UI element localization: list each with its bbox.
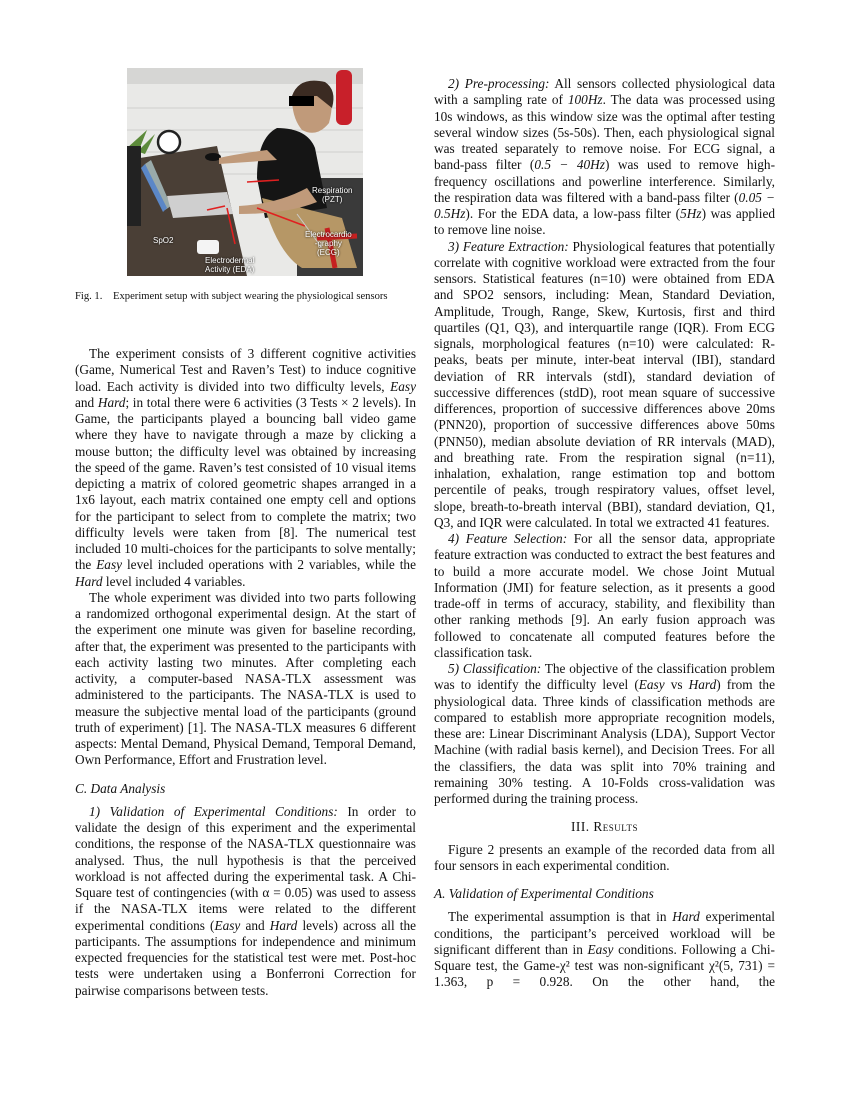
italic-text: Easy: [390, 378, 416, 394]
text-run: ) was used to remove high-frequency oscillations and powerline interference. Similarly, the respiration data was filtered with a band-pass filter (: [434, 157, 775, 205]
text-run: and: [75, 394, 98, 410]
italic-text: Hard: [75, 573, 103, 589]
italic-text: 4) Feature Selection:: [448, 531, 568, 546]
eda-label: [205, 256, 254, 274]
italic-text: 0.5 − 40Hz: [534, 157, 605, 173]
text-run: All sensors collected physiological data with a sampling rate of: [434, 76, 775, 108]
text-run: levels) across all the participants. The assumptions for independence and minimum expected frequencies for the statistical test were met. Post-hoc tests were undertaken using a Bonferroni Correction for pairwise comparisons between tests.: [75, 917, 416, 998]
paragraph: [434, 531, 775, 661]
text-run: ) was applied to remove line noise.: [434, 206, 775, 238]
text-run: Figure 2 presents an example of the recorded data from all four sensors in each experimental condition.: [434, 841, 775, 873]
text-run: . The data was processed using 10s windows, as this window size was the optimal after testing several window sizes (5s-50s). Then, each physiological signal was treated separately to remove noise. For ECG signal, a band-pass filter (: [434, 92, 775, 173]
spo2-label: SpO2: [153, 236, 174, 245]
italic-text: 100Hz: [567, 92, 603, 108]
italic-text: 0.05 − 0.5Hz: [434, 189, 775, 221]
italic-text: Hard: [269, 917, 298, 933]
respiration-label-sub: (PZT): [322, 195, 343, 204]
ecg-label: [305, 230, 352, 257]
respiration-label-text: Respiration: [312, 186, 353, 195]
ecg-label-1: Electrocardio: [305, 230, 352, 239]
figure-caption: [75, 291, 420, 302]
paragraph: [434, 842, 775, 875]
section-title: [434, 819, 775, 835]
italic-text: 5Hz: [680, 206, 702, 221]
paragraph: [434, 661, 775, 807]
text-run: The objective of the classification problem was to identify the difficulty level (: [434, 661, 775, 693]
text-run: For all the sensor data, appropriate feature extraction was conducted to extract the best features and to build a more accurate model. We chose Joint Mutual Information (JMI) for feature selection, as it presents a good trade-off in terms of accuracy, stability, and flexibility than other ranking methods [9]. An early fusion approach was followed to concatenate all computed features before the classification task.: [434, 531, 775, 660]
text-run: experimental conditions, the participant’s perceived workload will be significant different than in: [434, 909, 775, 957]
paragraph: [75, 590, 416, 769]
italic-text: Easy: [96, 557, 123, 573]
italic-text: 5) Classification:: [448, 661, 542, 676]
text-run: and: [240, 917, 270, 933]
section-heading: [434, 886, 775, 902]
paragraph: [75, 346, 416, 590]
fire-extinguisher: [336, 70, 352, 125]
text-run: A. Validation of Experimental Conditions: [434, 886, 654, 901]
text-run: In order to validate the design of this experiment and the experimental conditions, the response of the NASA-TLX questionnaire was analysed. Thus, the null hypothesis is that the perceived workload is not affected during the experimental task. A Chi-Square test of contingencies (with α = 0.05) was used to assess if the NASA-TLX items were related to the different experimental conditions (: [75, 803, 416, 933]
italic-text: 2) Pre-processing:: [448, 76, 550, 91]
right-column: [434, 76, 775, 991]
text-run: ) from the physiological data. Three kinds of classification methods are compared to establish more appropriate recognition models, these are: Linear Discriminant Analysis (LDA), Support Vector Machine (with radial basis kernel), and Decision Trees. For all the classifiers, the data was split into 70% training and remaining 30% testing. A 10-Folds cross-validation was performed during the training process.: [434, 677, 775, 806]
paragraph: [434, 239, 775, 532]
text-run: The whole experiment was divided into two parts following a randomized orthogonal experimental design. At the start of the experiment one minute was given for baseline recording, after that, the experiment was presented to the participants with each activity lasting two minutes. After completing each activity, a computer-based NASA-TLX assessment was administered to the participants. The NASA-TLX is used to measure the subjective mental load of the participants (ground truth of experiment) [1]. The NASA-TLX measures 6 different aspects: Mental Demand, Physical Demand, Temporal Demand, Own Performance, Effort and Frustration level.: [75, 589, 416, 768]
italic-text: Hard: [672, 909, 700, 925]
text-run: The experimental assumption is that in: [448, 909, 673, 925]
italic-text: Hard: [688, 677, 717, 693]
italic-text: Easy: [587, 941, 614, 957]
text-run: Physiological features that potentially correlate with cognitive workload were extracted from the four sensors. Statistical features (n=10) were obtained from EDA and SPO2 sensors, including: Mean, Standard Deviation, Amplitude, Trough, Range, Skew, Kurtosis, first and third quartiles (Q1, Q3), and interquartile range (IQR). From ECG signals, morphological features (n=10) were calculated: R-peaks, beats per minute, inter-beat interval (IBI), standard deviation of RR intervals (stdI), standard deviation of successive differences (stdD), root mean square of successive differences, proportion of successive differences above 20ms (PNN20), proportion of successive differences above 50ms (PNN50), median absolute deviation of RR intervals (MAD), and breathing rate. From the respiration signal (n=11), inhalation, exhalation, range estimation top and bottom percentile of peaks, trough respiratory values, offset level, slope, breath-to-breath interval (BBI), standard deviation, Q1, Q3, and IQR were calculated. In total we extracted 41 features.: [434, 238, 775, 530]
text-run: level included 4 variables.: [102, 573, 246, 589]
figure-caption-text: Experiment setup with subject wearing the physiological sensors: [113, 291, 388, 302]
italic-text: Easy: [638, 677, 665, 693]
experiment-setup-photo: [127, 68, 363, 276]
ecg-label-2: -graphy: [314, 239, 342, 248]
text-run: ; in total there were 6 activities (3 Tests × 2 levels). In Game, the participants played a bouncing ball video game where they have to navigate through a maze by clicking a mouse button; the difficulty level was obtained by increasing the speed of the game. Raven’s test consisted of 10 visual items depicting a matrix of colored geometric shapes arranged in a 1x6 layout, each matrix contained one empty cell and options for the participant to select from to complete the matrix; two difficulty levels were taken from [8]. The numerical test included 10 multi-choices for the participants to solve mentally; the: [75, 394, 416, 573]
text-run: C. Data Analysis: [75, 780, 166, 796]
clock-icon: [158, 131, 180, 153]
ecg-label-3: (ECG): [317, 248, 340, 257]
section-heading: [75, 781, 416, 797]
respiration-label: [312, 186, 352, 204]
text-run: III. Results: [571, 819, 638, 835]
paragraph: [434, 909, 775, 990]
left-column: [75, 346, 416, 999]
text-run: The experiment consists of 3 different cognitive activities (Game, Numerical Test and Raven’s Test) to induce cognitive load. Each activity is divided into two difficulty levels,: [75, 346, 416, 394]
figure-caption-label: Fig. 1.: [75, 291, 103, 302]
paragraph: [75, 804, 416, 999]
italic-text: Easy: [214, 917, 241, 933]
italic-text: Hard: [97, 394, 126, 410]
paragraph: [434, 76, 775, 239]
text-run: vs: [664, 677, 689, 693]
text-run: ). For the EDA data, a low-pass filter (: [465, 206, 681, 221]
italic-text: 1) Validation of Experimental Conditions:: [89, 803, 338, 819]
text-run: level included operations with 2 variables, while the: [122, 557, 416, 573]
italic-text: 3) Feature Extraction:: [448, 238, 569, 254]
face-redaction-bar: [289, 96, 314, 106]
eda-label-1: Electrodermal: [205, 256, 255, 265]
text-run: conditions. Following a Chi-Square test, the Game-χ² test was non-significant χ²(5, 731) = 1.363, p = 0.928. On the other hand, the: [434, 941, 775, 990]
eda-label-2: Activity (EDA): [205, 265, 255, 274]
